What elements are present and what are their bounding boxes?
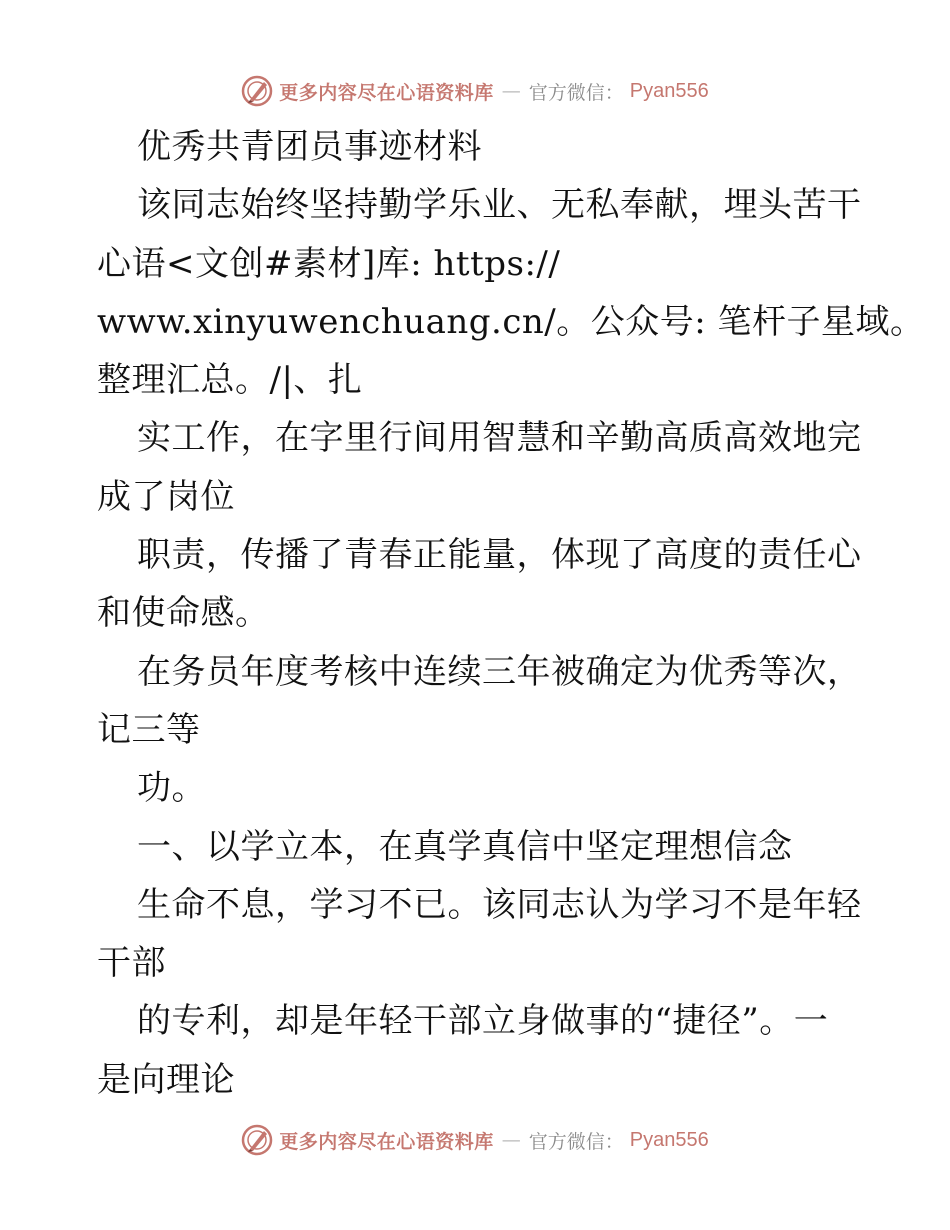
document-title: 优秀共青团员事迹材料 [137,127,482,167]
paragraph-line: 心语<文创#素材]库: https:// [97,243,561,284]
paragraph-line: 记三等 [97,709,201,750]
banner-wechat-id: Pyan556 [629,1128,709,1151]
banner-wechat-label: 官方微信： [528,1130,624,1153]
section-heading: 一、以学立本，在真学真信中坚定理想信念 [137,826,793,867]
paragraph-line: 职责，传播了青春正能量，体现了高度的责任心 [137,535,862,576]
paragraph-line: 是向理论 [97,1059,235,1100]
paragraph-line: 整理汇总。/|、扎 [97,360,363,401]
paragraph-line: 和使命感。 [97,593,270,634]
paragraph-line: 功。 [137,768,206,809]
banner-separator: — [501,1129,521,1151]
paragraph-line: 在务员年度考核中连续三年被确定为优秀等次， [137,651,862,692]
banner-wechat-label: 官方微信： [528,81,624,104]
banner-promo-text: 更多内容尽在心语资料库 [279,1130,494,1153]
paragraph-line: 的专利，却是年轻干部立身做事的“捷径”。一 [137,1001,829,1042]
banner-separator: — [501,80,521,102]
pen-logo-icon [241,1124,273,1156]
footer-banner [0,1120,950,1160]
paragraph-line: 实工作，在字里行间用智慧和辛勤高质高效地完 [137,418,862,459]
paragraph-line: 生命不息，学习不已。该同志认为学习不是年轻 [137,884,862,925]
banner-promo-text: 更多内容尽在心语资料库 [279,81,494,104]
header-banner [0,71,950,111]
paragraph-line: 成了岗位 [97,476,235,517]
paragraph-line: www.xinyuwenchuang.cn/。公众号: 笔杆子星域。 [97,301,925,342]
banner-wechat-id: Pyan556 [629,79,709,102]
document-body [97,118,925,1109]
paragraph-line: 该同志始终坚持勤学乐业、无私奉献，埋头苦干 [137,185,862,226]
paragraph-line: 干部 [97,943,166,984]
pen-logo-icon [241,75,273,107]
